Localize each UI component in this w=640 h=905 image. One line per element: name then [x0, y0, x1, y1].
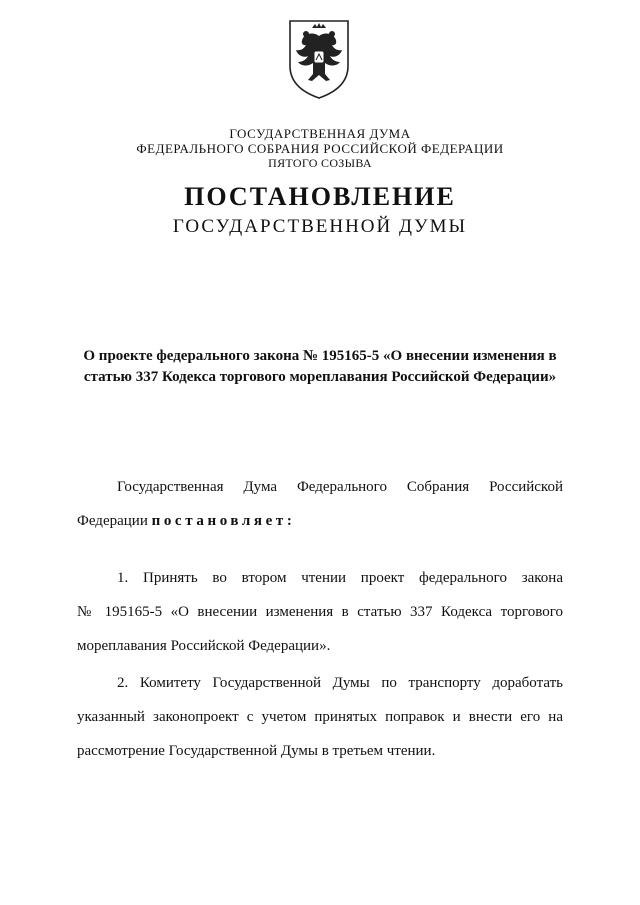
org-line-2: ФЕДЕРАЛЬНОГО СОБРАНИЯ РОССИЙСКОЙ ФЕДЕРАЦИИ	[136, 141, 504, 156]
preamble	[77, 470, 563, 538]
item-1-line-2: № 195165-5 «О внесении изменения в статью 337 Кодекса торгового	[77, 604, 563, 620]
doc-subtitle: ГОСУДАРСТВЕННОЙ ДУМЫ	[172, 216, 468, 237]
item-2-line-3: рассмотрение Государственной Думы в третьем чтении.	[77, 743, 436, 759]
doc-title: ПОСТАНОВЛЕНИЕ	[184, 182, 456, 211]
preamble-line-2	[77, 504, 563, 538]
preamble-verb: постановляет:	[151, 513, 296, 529]
subject-line-1: О проекте федерального закона № 195165-5 «О внесении изменения в	[83, 348, 557, 364]
org-line-3: ПЯТОГО СОЗЫВА	[268, 156, 372, 170]
subject-line-2: статью 337 Кодекса торгового мореплавания Российской Федерации»	[83, 369, 557, 385]
item-1-line-1: 1. Принять во втором чтении проект федерального закона	[117, 570, 563, 586]
item-1-line-3: мореплавания Российской Федерации».	[77, 638, 331, 654]
doc-subject	[70, 346, 570, 388]
item-2-line-1: 2. Комитету Государственной Думы по транспорту доработать	[117, 675, 563, 691]
item-2	[77, 666, 563, 768]
item-1	[77, 561, 563, 663]
state-emblem-icon	[286, 18, 352, 100]
preamble-federation: Федерации	[77, 513, 148, 529]
preamble-line-1: Государственная Дума Федерального Собрания Российской	[117, 479, 563, 495]
item-2-line-2: указанный законопроект с учетом принятых поправок и внести его на	[77, 709, 563, 725]
org-line-1: ГОСУДАРСТВЕННАЯ ДУМА	[229, 126, 411, 141]
header-block	[0, 126, 640, 171]
